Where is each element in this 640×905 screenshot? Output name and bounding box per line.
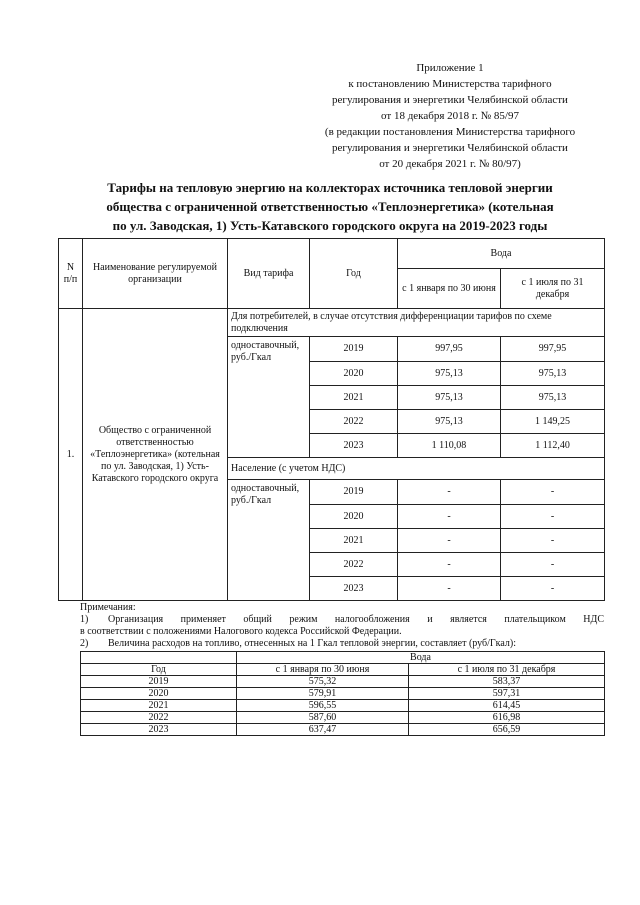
header-org: Наименование регулируемой организации [83,239,228,309]
fuel-header-period-1: с 1 января по 30 июня [237,664,409,676]
fuel-year: 2023 [81,724,237,736]
fuel-value-period-2: 656,59 [409,724,605,736]
fuel-value-period-2: 614,45 [409,700,605,712]
fuel-cost-table [80,651,605,736]
header-num: N п/п [59,239,83,309]
fuel-blank-cell [81,652,237,664]
note-1-word: применяет [180,614,226,625]
note-1-word: общий [243,614,272,625]
tariff-value-period-1: 975,13 [398,410,501,434]
note-1-word: НДС [583,614,604,625]
tariff-value-period-1: - [398,529,501,553]
fuel-row [81,676,605,688]
header-period-1: с 1 января по 30 июня [398,269,501,309]
tariff-year: 2019 [310,337,398,362]
tariff-value-period-2: - [501,480,605,505]
tariff-type: одноставочный, руб./Гкал [228,337,310,458]
tariff-year: 2020 [310,505,398,529]
note-1-word: является [450,614,487,625]
row-number: 1. [59,309,83,601]
tariff-value-period-1: - [398,480,501,505]
fuel-header-water: Вода [237,652,605,664]
fuel-year: 2021 [81,700,237,712]
appendix-line: от 20 декабря 2021 г. № 80/97) [379,158,521,170]
notes-heading: Примечания: [80,602,136,613]
appendix-block [300,60,600,172]
note-2 [80,638,604,650]
note-1-text [108,614,604,626]
tariff-value-period-1: 975,13 [398,362,501,386]
tariff-table [58,238,605,601]
header-water: Вода [398,239,605,269]
note-1-word: налогообложения [334,614,410,625]
fuel-value-period-1: 596,55 [237,700,409,712]
appendix-line: (в редакции постановления Министерства тарифного [324,126,576,138]
fuel-row [81,688,605,700]
tariff-year: 2023 [310,434,398,458]
header-year: Год [310,239,398,309]
tariff-value-period-1: - [398,553,501,577]
tariff-value-period-2: - [501,577,605,601]
tariff-year: 2021 [310,386,398,410]
tariff-type: одноставочный, руб./Гкал [228,480,310,601]
fuel-value-period-1: 637,47 [237,724,409,736]
tariff-value-period-1: - [398,505,501,529]
fuel-year: 2019 [81,676,237,688]
tariff-value-period-1: 1 110,08 [398,434,501,458]
note-1-word: плательщиком [504,614,566,625]
note-1-num: 1) [80,614,89,625]
fuel-value-period-1: 587,60 [237,712,409,724]
fuel-row [81,700,605,712]
header-period-2: с 1 июля по 31 декабря [501,269,605,309]
tariff-value-period-2: - [501,505,605,529]
note-1-line-2: в соответствии с положениями Налогового кодекса Российской Федерации. [80,626,402,637]
note-1-word: режим [289,614,318,625]
tariff-year: 2019 [310,480,398,505]
tariff-value-period-2: 975,13 [501,386,605,410]
fuel-value-period-2: 616,98 [409,712,605,724]
tariff-value-period-2: 975,13 [501,362,605,386]
title-line: по ул. Заводская, 1) Усть-Катавского городского округа на 2019-2023 годы [112,218,548,233]
tariff-year: 2021 [310,529,398,553]
tariff-value-period-2: 997,95 [501,337,605,362]
title-line: общества с ограниченной ответственностью «Теплоэнергетика» (котельная [106,199,554,214]
tariff-value-period-2: - [501,553,605,577]
header-tariff-type: Вид тарифа [228,239,310,309]
fuel-value-period-1: 579,91 [237,688,409,700]
fuel-value-period-2: 597,31 [409,688,605,700]
tariff-year: 2022 [310,410,398,434]
tariff-year: 2023 [310,577,398,601]
notes-block [80,602,604,650]
fuel-row [81,712,605,724]
note-1-word: Организация [108,614,164,625]
note-1-word: и [427,614,433,625]
tariff-value-period-2: 1 112,40 [501,434,605,458]
tariff-value-period-1: - [398,577,501,601]
section-label: Население (с учетом НДС) [228,458,605,480]
appendix-line: к постановлению Министерства тарифного [348,78,552,90]
note-2-num: 2) [80,638,89,649]
section-label: Для потребителей, в случае отсутствия дифференциации тарифов по схеме подключения [228,309,605,337]
appendix-line: от 18 декабря 2018 г. № 85/97 [381,110,519,122]
title-line: Тарифы на тепловую энергию на коллекторах источника тепловой энергии [107,180,553,195]
organization-name: Общество с ограниченной ответственностью «Теплоэнергетика» (котельная по ул. Заводская, 1) Усть-Катавского городского округа [83,309,228,601]
appendix-line: Приложение 1 [416,62,484,74]
fuel-value-period-2: 583,37 [409,676,605,688]
fuel-value-period-1: 575,32 [237,676,409,688]
tariff-value-period-1: 975,13 [398,386,501,410]
fuel-header-period-2: с 1 июля по 31 декабря [409,664,605,676]
appendix-line: регулирования и энергетики Челябинской области [332,142,568,154]
tariff-year: 2022 [310,553,398,577]
document-title [62,178,598,235]
fuel-header-year: Год [81,664,237,676]
appendix-line: регулирования и энергетики Челябинской области [332,94,568,106]
fuel-year: 2020 [81,688,237,700]
fuel-row [81,724,605,736]
note-2-text: Величина расходов на топливо, отнесенных на 1 Гкал тепловой энергии, составляет (руб/Гкал): [108,638,517,649]
fuel-year: 2022 [81,712,237,724]
note-1 [80,614,604,626]
tariff-value-period-1: 997,95 [398,337,501,362]
tariff-value-period-2: - [501,529,605,553]
tariff-value-period-2: 1 149,25 [501,410,605,434]
tariff-year: 2020 [310,362,398,386]
